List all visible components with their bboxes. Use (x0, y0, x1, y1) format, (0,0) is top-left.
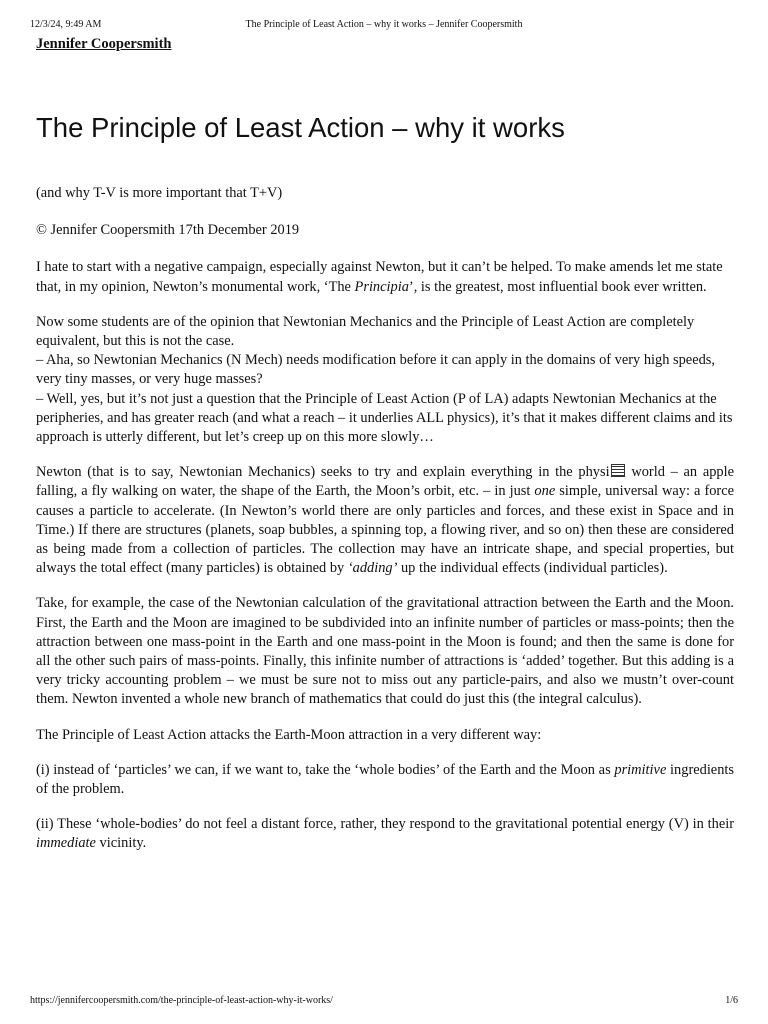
paragraph-6-text-a: (i) instead of ‘particles’ we can, if we want to, take the ‘whole bodies’ of the Earth and the Moon as (36, 761, 615, 778)
copyright-line: © Jennifer Coopersmith 17th December 2019 (36, 222, 300, 239)
paragraph-5: The Principle of Least Action attacks the Earth-Moon attraction in a very different way: (36, 726, 542, 743)
article-body (36, 184, 734, 870)
post-title: The Principle of Least Action – why it works (36, 112, 565, 143)
paragraph-1-text-b: ’, is the greatest, most influential book ever written. (408, 278, 707, 295)
paragraph-3-text-c: simple, universal way: a force causes a particle to accelerate. (In Newton’s world there are only particles and forces, and these exist in Space and in Time.) If there are structures (planets, soap bubbles, a spinning top, a flowing river, and so on) then these are considered as being made from a collection of particles. The collection may have an intricate shape, and special properties, but always the total effect (many particles) is obtained by (36, 483, 734, 577)
page-number: 1/6 (725, 995, 738, 1006)
paragraph-6-italic: primitive (614, 761, 667, 778)
paragraph-2-line-1: Now some students are of the opinion that Newtonian Mechanics and the Principle of Least Action are completely equivalent, but this is not the case. (36, 313, 695, 350)
paragraph-6-text-b: ingredients of the problem. (36, 761, 734, 798)
print-footer (30, 994, 738, 1008)
paragraph-4: Take, for example, the case of the Newtonian calculation of the gravitational attraction between the Earth and the Moon. First, the Earth and the Moon are imagined to be subdivided into an infinite number of particles or mass-points; then the attraction between one mass-point in the Earth and one mass-point in the Moon is found; and then the same is done for all the other such pairs of mass-points. Finally, this infinite number of attractions is ‘added’ together. But this adding is a very tricky accounting problem – we must be sure not to miss out any particle-pairs, and also we mustn’t over-count them. Newton invented a whole new branch of mathematics that could do just this (the integral calculus). (36, 595, 734, 708)
print-url-link[interactable]: https://jennifercoopersmith.com/the-principle-of-least-action-why-it-works/ (30, 995, 333, 1006)
paragraph-2-line-2: – Aha, so Newtonian Mechanics (N Mech) needs modification before it can apply in the domains of very high speeds, very tiny masses, or very huge masses? (36, 352, 715, 388)
subtitle: (and why T-V is more important that T+V) (36, 185, 283, 201)
paragraph-3-text-d: up the individual effects (individual particles). (397, 560, 668, 577)
print-date: 12/3/24, 9:49 AM (30, 19, 102, 30)
paragraph-1-text-a: I hate to start with a negative campaign, especially against Newton, but it can’t be helped. To make amends let me state that, in my opinion, Newton’s monumental work, ‘The (36, 259, 723, 295)
paragraph-7-text-b: vicinity. (95, 835, 147, 852)
broken-glyph-icon (611, 464, 625, 477)
print-doc-title: The Principle of Least Action – why it works – Jennifer Coopersmith (245, 19, 523, 30)
site-title-link[interactable]: Jennifer Coopersmith (36, 36, 172, 52)
paragraph-2-line-3: – Well, yes, but it’s not just a question that the Principle of Least Action (P of LA) adapts Newtonian Mechanics at the peripheries, and has greater reach (and what a reach – it underlies ALL physics), it’s that it makes different claims and its approach is utterly different, but let’s creep up on this more slowly… (36, 390, 733, 446)
paragraph-6 (36, 761, 734, 799)
paragraph-3-italic-1: one (534, 483, 556, 500)
paragraph-3 (36, 463, 734, 578)
paragraph-3-italic-2: ‘adding’ (347, 560, 398, 577)
paragraph-3-text-a: Newton (that is to say, Newtonian Mechanics) seeks to try and explain everything in the physi (36, 464, 610, 481)
paragraph-1-italic: Principia (354, 278, 409, 295)
paragraph-3-text-b: world – an apple falling, a fly walking on water, the shape of the Earth, the Moon’s orbit, etc. – in just (36, 464, 734, 500)
paragraph-7-italic: immediate (36, 835, 96, 852)
paragraph-7-text-a: (ii) These ‘whole-bodies’ do not feel a distant force, rather, they respond to the gravitational potential energy (V) in their (36, 816, 734, 833)
paragraph-7 (36, 815, 734, 853)
print-header (30, 18, 738, 32)
paragraph-2 (36, 313, 734, 447)
paragraph-1 (36, 258, 734, 296)
